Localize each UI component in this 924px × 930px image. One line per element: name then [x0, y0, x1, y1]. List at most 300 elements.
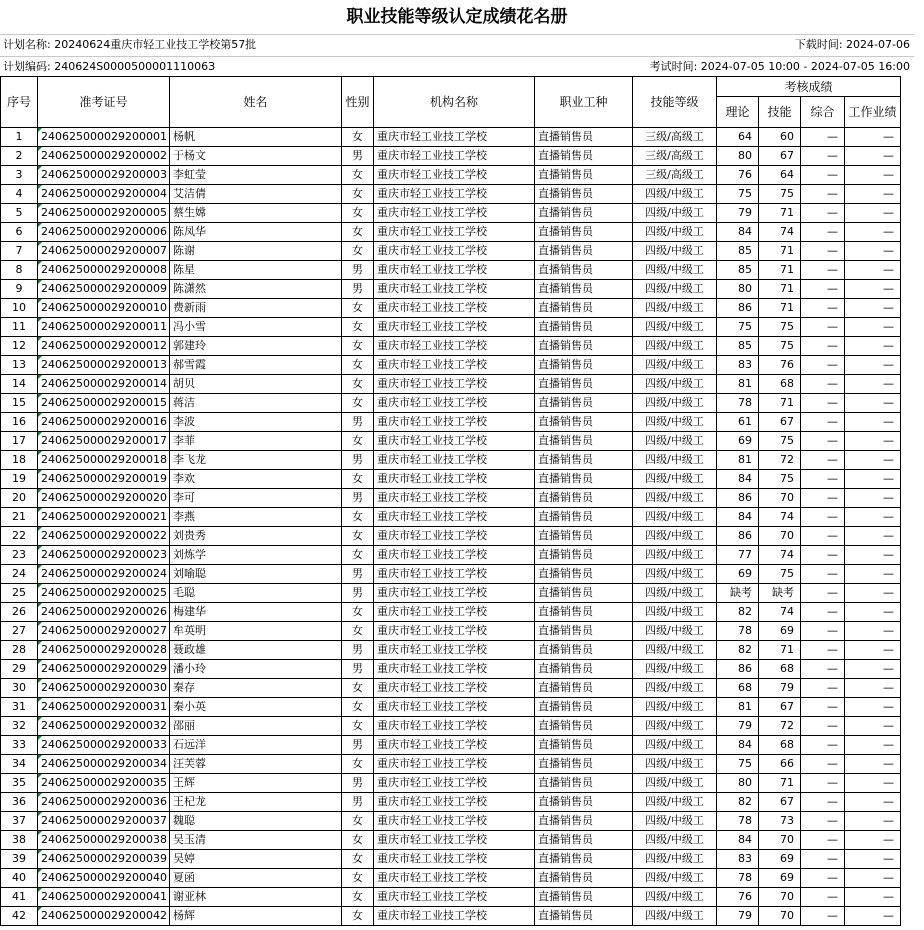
table-row	[1, 223, 901, 242]
level-cell: 四级/中级工	[632, 812, 716, 831]
exam-time: 考试时间: 2024-07-05 10:00 - 2024-07-05 16:00	[649, 60, 910, 73]
occupation-cell: 直播销售员	[534, 185, 632, 204]
divider	[0, 34, 914, 35]
seq-cell: 11	[1, 318, 38, 337]
occupation-cell: 直播销售员	[534, 717, 632, 736]
skill-cell: 71	[758, 261, 800, 280]
gender-cell: 女	[341, 375, 373, 394]
gender-cell: 女	[341, 717, 373, 736]
skill-cell: 71	[758, 774, 800, 793]
gender-cell: 女	[341, 204, 373, 223]
overall-cell: —	[800, 261, 844, 280]
org-cell: 重庆市轻工业技工学校	[373, 527, 534, 546]
org-cell: 重庆市轻工业技工学校	[373, 793, 534, 812]
table-row	[1, 641, 901, 660]
table-row	[1, 508, 901, 527]
name-cell: 吴婷	[169, 850, 341, 869]
org-cell: 重庆市轻工业技工学校	[373, 204, 534, 223]
gender-cell: 女	[341, 850, 373, 869]
theory-cell: 79	[716, 907, 758, 926]
table-row	[1, 584, 901, 603]
occupation-cell: 直播销售员	[534, 147, 632, 166]
skill-cell: 75	[758, 470, 800, 489]
skill-cell: 71	[758, 242, 800, 261]
table-row	[1, 793, 901, 812]
work-cell: —	[844, 166, 900, 185]
skill-cell: 70	[758, 907, 800, 926]
skill-cell: 74	[758, 223, 800, 242]
org-cell: 重庆市轻工业技工学校	[373, 337, 534, 356]
level-cell: 四级/中级工	[632, 755, 716, 774]
table-row	[1, 299, 901, 318]
occupation-cell: 直播销售员	[534, 451, 632, 470]
org-cell: 重庆市轻工业技工学校	[373, 185, 534, 204]
gender-cell: 女	[341, 223, 373, 242]
level-cell: 四级/中级工	[632, 527, 716, 546]
seq-cell: 5	[1, 204, 38, 223]
occupation-cell: 直播销售员	[534, 470, 632, 489]
gender-cell: 男	[341, 774, 373, 793]
name-cell: 陈星	[169, 261, 341, 280]
theory-cell: 82	[716, 641, 758, 660]
org-cell: 重庆市轻工业技工学校	[373, 679, 534, 698]
org-cell: 重庆市轻工业技工学校	[373, 717, 534, 736]
occupation-cell: 直播销售员	[534, 546, 632, 565]
exam-no-cell: 240625000029200027	[38, 622, 170, 641]
seq-cell: 1	[1, 128, 38, 147]
gender-cell: 女	[341, 242, 373, 261]
seq-cell: 39	[1, 850, 38, 869]
occupation-cell: 直播销售员	[534, 204, 632, 223]
table-row	[1, 565, 901, 584]
skill-cell: 68	[758, 660, 800, 679]
level-cell: 四级/中级工	[632, 299, 716, 318]
table-row	[1, 242, 901, 261]
occupation-cell: 直播销售员	[534, 907, 632, 926]
org-cell: 重庆市轻工业技工学校	[373, 470, 534, 489]
theory-cell: 80	[716, 280, 758, 299]
name-cell: 刘喻聪	[169, 565, 341, 584]
work-cell: —	[844, 698, 900, 717]
occupation-cell: 直播销售员	[534, 166, 632, 185]
occupation-cell: 直播销售员	[534, 774, 632, 793]
overall-cell: —	[800, 698, 844, 717]
skill-cell: 69	[758, 622, 800, 641]
org-cell: 重庆市轻工业技工学校	[373, 489, 534, 508]
org-cell: 重庆市轻工业技工学校	[373, 261, 534, 280]
work-cell: —	[844, 451, 900, 470]
name-cell: 王杞龙	[169, 793, 341, 812]
gender-cell: 女	[341, 527, 373, 546]
theory-cell: 84	[716, 831, 758, 850]
seq-cell: 42	[1, 907, 38, 926]
level-cell: 四级/中级工	[632, 413, 716, 432]
table-row	[1, 394, 901, 413]
org-cell: 重庆市轻工业技工学校	[373, 869, 534, 888]
name-cell: 秦小英	[169, 698, 341, 717]
seq-cell: 38	[1, 831, 38, 850]
occupation-cell: 直播销售员	[534, 128, 632, 147]
level-cell: 四级/中级工	[632, 489, 716, 508]
level-cell: 四级/中级工	[632, 204, 716, 223]
level-cell: 四级/中级工	[632, 793, 716, 812]
exam-no-cell: 240625000029200026	[38, 603, 170, 622]
skill-cell: 76	[758, 356, 800, 375]
skill-cell: 75	[758, 337, 800, 356]
overall-cell: —	[800, 375, 844, 394]
table-row	[1, 603, 901, 622]
level-cell: 四级/中级工	[632, 508, 716, 527]
work-cell: —	[844, 223, 900, 242]
seq-cell: 12	[1, 337, 38, 356]
org-cell: 重庆市轻工业技工学校	[373, 128, 534, 147]
name-cell: 魏聪	[169, 812, 341, 831]
level-cell: 四级/中级工	[632, 375, 716, 394]
exam-no-cell: 240625000029200005	[38, 204, 170, 223]
gender-cell: 女	[341, 128, 373, 147]
gender-cell: 女	[341, 508, 373, 527]
exam-no-cell: 240625000029200034	[38, 755, 170, 774]
seq-cell: 21	[1, 508, 38, 527]
gender-cell: 女	[341, 546, 373, 565]
exam-no-cell: 240625000029200020	[38, 489, 170, 508]
overall-cell: —	[800, 166, 844, 185]
work-cell: —	[844, 717, 900, 736]
level-cell: 四级/中级工	[632, 717, 716, 736]
work-cell: —	[844, 831, 900, 850]
name-cell: 吴玉清	[169, 831, 341, 850]
exam-no-cell: 240625000029200041	[38, 888, 170, 907]
table-row	[1, 831, 901, 850]
theory-cell: 83	[716, 850, 758, 869]
level-cell: 四级/中级工	[632, 603, 716, 622]
seq-cell: 14	[1, 375, 38, 394]
work-cell: —	[844, 489, 900, 508]
work-cell: —	[844, 128, 900, 147]
overall-cell: —	[800, 299, 844, 318]
gender-cell: 男	[341, 565, 373, 584]
overall-cell: —	[800, 337, 844, 356]
seq-cell: 24	[1, 565, 38, 584]
seq-cell: 27	[1, 622, 38, 641]
overall-cell: —	[800, 679, 844, 698]
level-cell: 四级/中级工	[632, 641, 716, 660]
divider	[0, 56, 914, 57]
org-cell: 重庆市轻工业技工学校	[373, 318, 534, 337]
theory-cell: 68	[716, 679, 758, 698]
occupation-cell: 直播销售员	[534, 755, 632, 774]
gender-cell: 女	[341, 679, 373, 698]
exam-no-cell: 240625000029200007	[38, 242, 170, 261]
org-cell: 重庆市轻工业技工学校	[373, 432, 534, 451]
occupation-cell: 直播销售员	[534, 584, 632, 603]
seq-cell: 6	[1, 223, 38, 242]
org-cell: 重庆市轻工业技工学校	[373, 584, 534, 603]
overall-cell: —	[800, 413, 844, 432]
seq-cell: 31	[1, 698, 38, 717]
skill-cell: 67	[758, 413, 800, 432]
occupation-cell: 直播销售员	[534, 679, 632, 698]
theory-cell: 80	[716, 774, 758, 793]
level-cell: 四级/中级工	[632, 261, 716, 280]
gender-cell: 女	[341, 185, 373, 204]
gender-cell: 女	[341, 337, 373, 356]
gender-cell: 男	[341, 489, 373, 508]
gender-cell: 女	[341, 888, 373, 907]
exam-no-cell: 240625000029200004	[38, 185, 170, 204]
skill-cell: 71	[758, 204, 800, 223]
overall-cell: —	[800, 470, 844, 489]
theory-cell: 85	[716, 337, 758, 356]
org-cell: 重庆市轻工业技工学校	[373, 698, 534, 717]
skill-cell: 74	[758, 546, 800, 565]
seq-cell: 13	[1, 356, 38, 375]
org-cell: 重庆市轻工业技工学校	[373, 299, 534, 318]
table-row	[1, 660, 901, 679]
exam-no-cell: 240625000029200035	[38, 774, 170, 793]
skill-cell: 74	[758, 508, 800, 527]
table-row	[1, 869, 901, 888]
table-row	[1, 527, 901, 546]
work-cell: —	[844, 565, 900, 584]
table-row	[1, 679, 901, 698]
level-cell: 四级/中级工	[632, 394, 716, 413]
name-cell: 聂政雄	[169, 641, 341, 660]
seq-cell: 15	[1, 394, 38, 413]
table-row	[1, 147, 901, 166]
theory-cell: 69	[716, 565, 758, 584]
skill-cell: 67	[758, 147, 800, 166]
org-cell: 重庆市轻工业技工学校	[373, 223, 534, 242]
seq-cell: 4	[1, 185, 38, 204]
gender-cell: 女	[341, 470, 373, 489]
overall-cell: —	[800, 736, 844, 755]
level-cell: 四级/中级工	[632, 223, 716, 242]
gender-cell: 女	[341, 394, 373, 413]
work-cell: —	[844, 736, 900, 755]
gender-cell: 女	[341, 907, 373, 926]
header-overall: 综合	[800, 97, 844, 128]
org-cell: 重庆市轻工业技工学校	[373, 641, 534, 660]
table-row	[1, 622, 901, 641]
table-row	[1, 356, 901, 375]
name-cell: 石远洋	[169, 736, 341, 755]
occupation-cell: 直播销售员	[534, 622, 632, 641]
level-cell: 四级/中级工	[632, 432, 716, 451]
table-row	[1, 280, 901, 299]
theory-cell: 83	[716, 356, 758, 375]
org-cell: 重庆市轻工业技工学校	[373, 774, 534, 793]
level-cell: 四级/中级工	[632, 736, 716, 755]
overall-cell: —	[800, 527, 844, 546]
occupation-cell: 直播销售员	[534, 432, 632, 451]
org-cell: 重庆市轻工业技工学校	[373, 451, 534, 470]
overall-cell: —	[800, 185, 844, 204]
skill-cell: 71	[758, 394, 800, 413]
exam-no-cell: 240625000029200009	[38, 280, 170, 299]
plan-code: 计划编码: 240624S000050000111006З	[3, 60, 216, 73]
overall-cell: —	[800, 451, 844, 470]
name-cell: 夏函	[169, 869, 341, 888]
work-cell: —	[844, 603, 900, 622]
work-cell: —	[844, 679, 900, 698]
name-cell: 李可	[169, 489, 341, 508]
overall-cell: —	[800, 489, 844, 508]
overall-cell: —	[800, 147, 844, 166]
exam-no-cell: 240625000029200028	[38, 641, 170, 660]
name-cell: 刘炼学	[169, 546, 341, 565]
exam-no-cell: 240625000029200008	[38, 261, 170, 280]
seq-cell: 25	[1, 584, 38, 603]
theory-cell: 84	[716, 736, 758, 755]
level-cell: 四级/中级工	[632, 850, 716, 869]
theory-cell: 75	[716, 318, 758, 337]
work-cell: —	[844, 318, 900, 337]
theory-cell: 86	[716, 299, 758, 318]
theory-cell: 77	[716, 546, 758, 565]
exam-no-cell: 240625000029200024	[38, 565, 170, 584]
name-cell: 艾洁倩	[169, 185, 341, 204]
seq-cell: 32	[1, 717, 38, 736]
skill-cell: 79	[758, 679, 800, 698]
gender-cell: 女	[341, 869, 373, 888]
occupation-cell: 直播销售员	[534, 413, 632, 432]
overall-cell: —	[800, 565, 844, 584]
occupation-cell: 直播销售员	[534, 850, 632, 869]
level-cell: 四级/中级工	[632, 318, 716, 337]
org-cell: 重庆市轻工业技工学校	[373, 622, 534, 641]
level-cell: 四级/中级工	[632, 584, 716, 603]
occupation-cell: 直播销售员	[534, 280, 632, 299]
gender-cell: 女	[341, 166, 373, 185]
theory-cell: 85	[716, 261, 758, 280]
table-row	[1, 774, 901, 793]
occupation-cell: 直播销售员	[534, 660, 632, 679]
theory-cell: 缺考	[716, 584, 758, 603]
overall-cell: —	[800, 755, 844, 774]
overall-cell: —	[800, 603, 844, 622]
overall-cell: —	[800, 584, 844, 603]
header-occupation: 职业工种	[534, 77, 632, 128]
seq-cell: 17	[1, 432, 38, 451]
table-row	[1, 413, 901, 432]
name-cell: 李虹莹	[169, 166, 341, 185]
theory-cell: 79	[716, 717, 758, 736]
theory-cell: 61	[716, 413, 758, 432]
seq-cell: 10	[1, 299, 38, 318]
org-cell: 重庆市轻工业技工学校	[373, 242, 534, 261]
overall-cell: —	[800, 318, 844, 337]
table-row	[1, 166, 901, 185]
work-cell: —	[844, 812, 900, 831]
exam-no-cell: 240625000029200003	[38, 166, 170, 185]
table-row	[1, 755, 901, 774]
org-cell: 重庆市轻工业技工学校	[373, 603, 534, 622]
work-cell: —	[844, 755, 900, 774]
results-table	[0, 76, 901, 926]
seq-cell: 34	[1, 755, 38, 774]
level-cell: 三级/高级工	[632, 166, 716, 185]
exam-no-cell: 240625000029200010	[38, 299, 170, 318]
skill-cell: 70	[758, 831, 800, 850]
overall-cell: —	[800, 907, 844, 926]
occupation-cell: 直播销售员	[534, 736, 632, 755]
level-cell: 四级/中级工	[632, 565, 716, 584]
theory-cell: 78	[716, 622, 758, 641]
skill-cell: 75	[758, 318, 800, 337]
level-cell: 四级/中级工	[632, 698, 716, 717]
seq-cell: 23	[1, 546, 38, 565]
skill-cell: 70	[758, 527, 800, 546]
exam-no-cell: 240625000029200001	[38, 128, 170, 147]
exam-no-cell: 240625000029200032	[38, 717, 170, 736]
table-row	[1, 185, 901, 204]
seq-cell: 41	[1, 888, 38, 907]
org-cell: 重庆市轻工业技工学校	[373, 508, 534, 527]
exam-no-cell: 240625000029200021	[38, 508, 170, 527]
seq-cell: 40	[1, 869, 38, 888]
name-cell: 郭建玲	[169, 337, 341, 356]
occupation-cell: 直播销售员	[534, 318, 632, 337]
work-cell: —	[844, 888, 900, 907]
name-cell: 王辉	[169, 774, 341, 793]
org-cell: 重庆市轻工业技工学校	[373, 660, 534, 679]
theory-cell: 64	[716, 128, 758, 147]
work-cell: —	[844, 546, 900, 565]
skill-cell: 75	[758, 565, 800, 584]
work-cell: —	[844, 584, 900, 603]
header-name: 姓名	[169, 77, 341, 128]
skill-cell: 66	[758, 755, 800, 774]
theory-cell: 86	[716, 489, 758, 508]
exam-no-cell: 240625000029200029	[38, 660, 170, 679]
header-results: 考核成绩	[716, 77, 900, 97]
name-cell: 牟英明	[169, 622, 341, 641]
table-row	[1, 375, 901, 394]
table-row	[1, 204, 901, 223]
name-cell: 杨帆	[169, 128, 341, 147]
name-cell: 蔡生嫦	[169, 204, 341, 223]
work-cell: —	[844, 185, 900, 204]
occupation-cell: 直播销售员	[534, 641, 632, 660]
level-cell: 四级/中级工	[632, 546, 716, 565]
gender-cell: 男	[341, 641, 373, 660]
header-work: 工作业绩	[844, 97, 900, 128]
name-cell: 胡贝	[169, 375, 341, 394]
occupation-cell: 直播销售员	[534, 869, 632, 888]
gender-cell: 女	[341, 698, 373, 717]
skill-cell: 68	[758, 375, 800, 394]
overall-cell: —	[800, 660, 844, 679]
name-cell: 陈谢	[169, 242, 341, 261]
skill-cell: 71	[758, 280, 800, 299]
name-cell: 李菲	[169, 432, 341, 451]
theory-cell: 76	[716, 166, 758, 185]
theory-cell: 75	[716, 755, 758, 774]
page-title: 职业技能等级认定成绩花名册	[346, 7, 568, 27]
work-cell: —	[844, 261, 900, 280]
name-cell: 李燕	[169, 508, 341, 527]
occupation-cell: 直播销售员	[534, 793, 632, 812]
gender-cell: 女	[341, 755, 373, 774]
header-exam-no: 准考证号	[38, 77, 170, 128]
skill-cell: 缺考	[758, 584, 800, 603]
occupation-cell: 直播销售员	[534, 299, 632, 318]
exam-no-cell: 240625000029200033	[38, 736, 170, 755]
work-cell: —	[844, 508, 900, 527]
gender-cell: 男	[341, 736, 373, 755]
theory-cell: 79	[716, 204, 758, 223]
